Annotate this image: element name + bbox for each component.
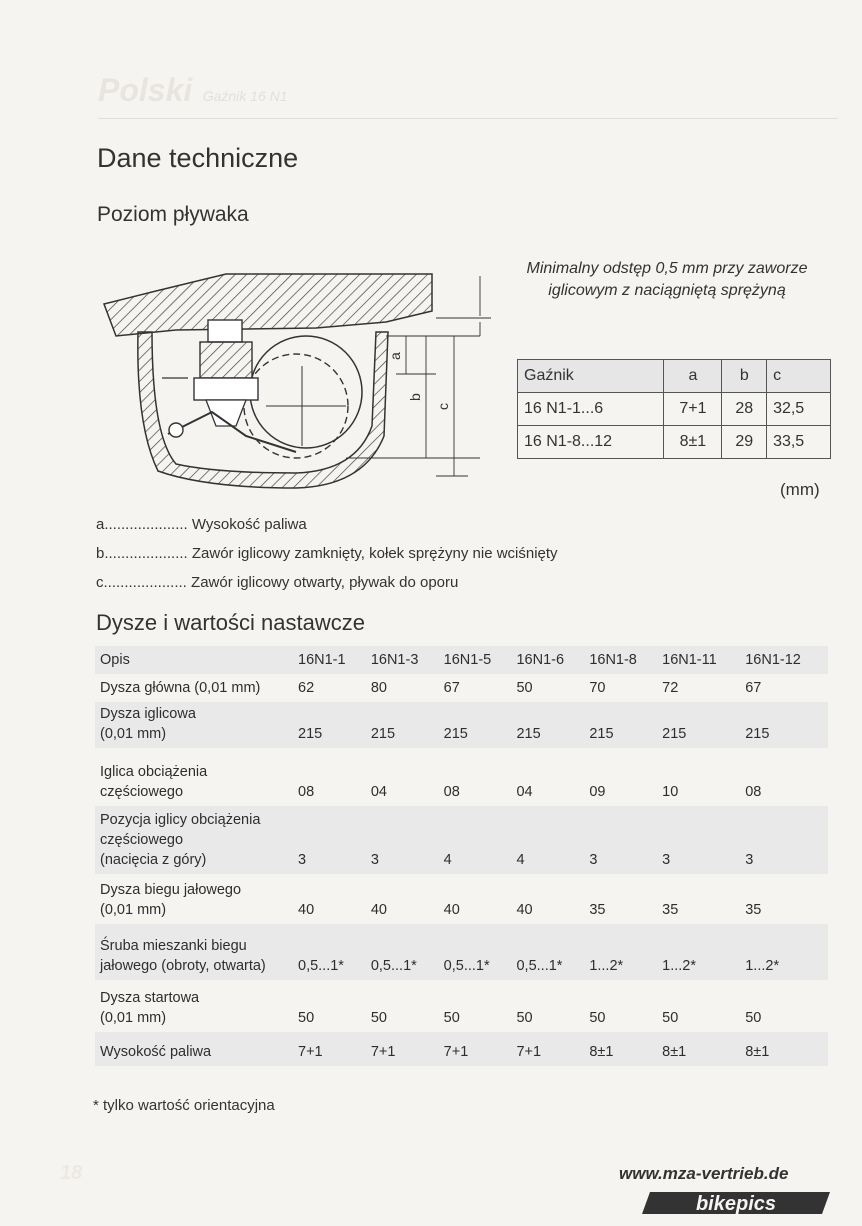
nozzle-value-cell: 8±1 (660, 1032, 743, 1066)
nozzle-value-cell: 40 (443, 902, 460, 918)
legend-key: c (96, 574, 104, 591)
float-header-cell: a (664, 360, 722, 393)
nozzle-row-label (95, 980, 296, 1032)
nozzle-value-cell: 40 (298, 902, 315, 918)
row-label-line: Dysza główna (0,01 mm) (100, 680, 261, 696)
nozzle-header-cell: 16N1-12 (743, 646, 828, 674)
table-row (95, 806, 828, 874)
unit-label: (mm) (780, 480, 820, 499)
nozzle-value-cell: 08 (745, 784, 762, 800)
nozzle-value-cell: 50 (662, 1010, 679, 1026)
nozzle-row-label (95, 806, 296, 874)
nozzle-value-cell: 7+1 (296, 1032, 369, 1066)
table-row (95, 702, 828, 748)
row-label-line: Śruba mieszanki biegu (100, 938, 247, 954)
nozzle-value-cell: 50 (745, 1010, 762, 1026)
nozzle-value-cell: 8±1 (587, 1032, 660, 1066)
float-level-diagram (96, 266, 496, 496)
legend-key: b (96, 545, 105, 562)
nozzle-value-cell: 0,5...1* (442, 924, 515, 980)
float-cell: 28 (722, 393, 767, 426)
nozzle-value-cell: 215 (743, 702, 828, 748)
nozzle-row-label (95, 924, 296, 980)
row-label-line: Dysza iglicowa (100, 706, 196, 722)
nozzle-value-cell: 67 (443, 680, 460, 696)
footnote: * tylko wartość orientacyjna (93, 1097, 275, 1114)
nozzle-value-cell: 50 (589, 1010, 606, 1026)
nozzle-section-title: Dysze i wartości nastawcze (96, 610, 365, 635)
nozzle-row-label (95, 702, 296, 748)
row-label-line: jałowego (obroty, otwarta) (100, 958, 266, 974)
nozzle-header-cell: 16N1-11 (660, 646, 743, 674)
logo-text: bikepics (695, 1193, 777, 1215)
nozzle-value-cell: 08 (298, 784, 315, 800)
nozzle-value-cell: 0,5...1* (514, 924, 587, 980)
float-header-cell: Gaźnik (518, 360, 664, 393)
float-note-line2: iglicowym z naciągniętą sprężyną (548, 282, 786, 299)
nozzle-value-cell: 50 (516, 1010, 533, 1026)
float-cell: 32,5 (767, 393, 831, 426)
float-cell: 16 N1-1...6 (518, 393, 664, 426)
row-label-line: częściowego (100, 832, 184, 848)
nozzle-value-cell: 10 (662, 784, 679, 800)
diagram-label-b: b (407, 393, 423, 401)
diagram-label-a: a (387, 352, 403, 360)
nozzle-value-cell: 3 (660, 806, 743, 874)
nozzle-value-cell: 4 (442, 806, 515, 874)
table-row (518, 393, 831, 426)
row-label-line: Iglica obciążenia (100, 764, 208, 780)
nozzle-value-cell: 50 (298, 1010, 315, 1026)
nozzle-value-cell: 40 (516, 902, 533, 918)
website-link[interactable]: www.mza-vertrieb.de (619, 1164, 789, 1183)
row-label-line: częściowego (100, 784, 184, 800)
nozzle-header-cell: 16N1-3 (369, 646, 442, 674)
header-language: Polski (98, 72, 193, 108)
nozzle-value-cell: 3 (743, 806, 828, 874)
table-row (95, 674, 828, 702)
legend-dots: .................... (103, 574, 187, 591)
nozzle-value-cell: 35 (745, 902, 762, 918)
nozzle-value-cell: 08 (443, 784, 460, 800)
float-cell: 8±1 (664, 426, 722, 459)
table-row (518, 426, 831, 459)
nozzle-value-cell: 04 (516, 784, 533, 800)
nozzle-row-label (95, 874, 296, 924)
nozzle-value-cell: 40 (370, 902, 387, 918)
nozzle-value-cell: 1...2* (743, 924, 828, 980)
nozzle-row-label (95, 748, 296, 806)
nozzle-value-cell: 3 (587, 806, 660, 874)
page-number: 18 (60, 1162, 83, 1184)
row-label-line: Dysza startowa (100, 990, 200, 1006)
legend-dots: .................... (104, 545, 188, 562)
table-row (95, 1032, 828, 1066)
nozzle-value-cell: 1...2* (587, 924, 660, 980)
nozzle-value-cell: 3 (296, 806, 369, 874)
nozzle-value-cell: 215 (442, 702, 515, 748)
legend-text: Wysokość paliwa (191, 516, 307, 533)
float-section-title: Poziom pływaka (97, 203, 249, 226)
float-cell: 29 (722, 426, 767, 459)
row-label-line: (0,01 mm) (100, 1010, 167, 1026)
nozzle-value-cell: 4 (514, 806, 587, 874)
table-row (95, 980, 828, 1032)
float-table-header (518, 360, 831, 393)
nozzle-value-cell: 215 (514, 702, 587, 748)
nozzle-value-cell: 62 (298, 680, 315, 696)
float-legend (96, 510, 558, 597)
bikepics-logo (640, 1188, 836, 1218)
float-header-cell: b (722, 360, 767, 393)
float-note (497, 258, 837, 302)
nozzle-row-label (95, 674, 296, 702)
nozzle-value-cell: 7+1 (369, 1032, 442, 1066)
float-cell: 7+1 (664, 393, 722, 426)
nozzle-value-cell: 215 (587, 702, 660, 748)
row-label-line: Dysza biegu jałowego (100, 882, 242, 898)
nozzle-header-cell: 16N1-1 (296, 646, 369, 674)
page-title: Dane techniczne (97, 143, 299, 173)
page-header (98, 72, 838, 119)
nozzle-value-cell: 7+1 (442, 1032, 515, 1066)
header-subtitle: Gaźnik 16 N1 (202, 88, 288, 104)
nozzle-value-cell: 215 (369, 702, 442, 748)
nozzle-value-cell: 04 (370, 784, 387, 800)
nozzle-value-cell: 70 (589, 680, 606, 696)
nozzle-table (95, 646, 828, 1066)
nozzle-header-cell: 16N1-8 (587, 646, 660, 674)
nozzle-value-cell: 0,5...1* (369, 924, 442, 980)
row-label-line: Pozycja iglicy obciążenia (100, 812, 261, 828)
legend-text: Zawór iglicowy otwarty, pływak do oporu (191, 574, 459, 591)
table-row (95, 924, 828, 980)
row-label-line: (0,01 mm) (100, 726, 167, 742)
nozzle-value-cell: 09 (589, 784, 606, 800)
nozzle-header-cell: Opis (95, 646, 296, 674)
nozzle-value-cell: 50 (370, 1010, 387, 1026)
nozzle-value-cell: 3 (369, 806, 442, 874)
nozzle-header-cell: 16N1-5 (442, 646, 515, 674)
nozzle-value-cell: 0,5...1* (296, 924, 369, 980)
table-row (95, 874, 828, 924)
nozzle-value-cell: 8±1 (743, 1032, 828, 1066)
nozzle-value-cell: 35 (589, 902, 606, 918)
nozzle-value-cell: 50 (443, 1010, 460, 1026)
legend-item (96, 568, 558, 597)
legend-text: Zawór iglicowy zamknięty, kołek sprężyny nie wciśnięty (191, 545, 558, 562)
legend-item (96, 539, 558, 568)
row-label-line: (nacięcia z góry) (100, 852, 207, 868)
float-level-table (517, 359, 831, 459)
float-note-line1: Minimalny odstęp 0,5 mm przy zaworze (526, 260, 808, 277)
nozzle-value-cell: 50 (516, 680, 533, 696)
legend-key: a (96, 516, 105, 533)
row-label-line: Wysokość paliwa (100, 1044, 212, 1060)
nozzle-value-cell: 35 (662, 902, 679, 918)
float-cell: 33,5 (767, 426, 831, 459)
row-label-line: (0,01 mm) (100, 902, 167, 918)
float-header-cell: c (767, 360, 831, 393)
nozzle-value-cell: 7+1 (514, 1032, 587, 1066)
nozzle-header-cell: 16N1-6 (514, 646, 587, 674)
nozzle-row-label (95, 1032, 296, 1066)
float-cell: 16 N1-8...12 (518, 426, 664, 459)
nozzle-table-header (95, 646, 828, 674)
nozzle-value-cell: 80 (370, 680, 387, 696)
legend-dots: .................... (104, 516, 188, 533)
diagram-label-c: c (435, 403, 451, 410)
nozzle-value-cell: 215 (660, 702, 743, 748)
table-row (95, 748, 828, 806)
nozzle-value-cell: 215 (296, 702, 369, 748)
nozzle-value-cell: 67 (745, 680, 762, 696)
nozzle-value-cell: 1...2* (660, 924, 743, 980)
legend-item (96, 510, 558, 539)
nozzle-value-cell: 72 (662, 680, 679, 696)
